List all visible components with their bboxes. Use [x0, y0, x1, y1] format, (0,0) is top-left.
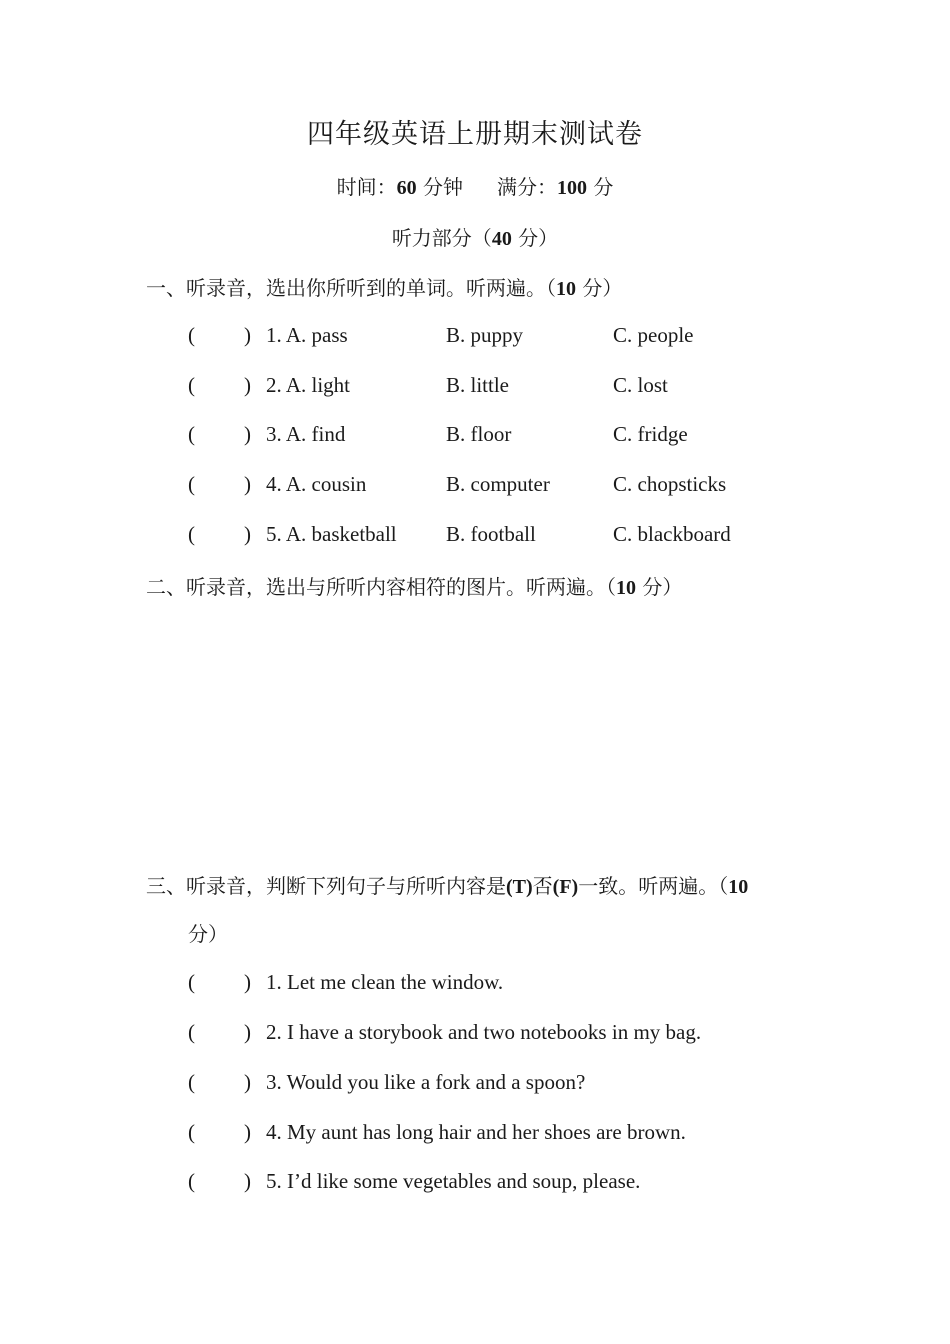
- option-c: C. fridge: [613, 422, 688, 446]
- section3-item: [0, 1020, 950, 1048]
- answer-paren-close: ): [244, 522, 251, 546]
- option-a: 1. A. pass: [266, 323, 348, 347]
- score-label: 满分：: [497, 175, 557, 199]
- section3-false-mark: (F): [552, 876, 579, 898]
- section1-heading: [146, 272, 622, 301]
- section2-heading-text: 二、听录音，选出与所听内容相符的图片。听两遍。（: [146, 575, 616, 599]
- picture-area-blank: [146, 612, 806, 852]
- sentence: 1. Let me clean the window.: [266, 970, 504, 994]
- answer-paren-close: ): [244, 1020, 251, 1044]
- time-label: 时间：: [336, 175, 397, 199]
- section3-true-mark: (T): [506, 876, 533, 898]
- option-b: B. little: [446, 373, 509, 397]
- answer-paren-open: (: [188, 472, 195, 496]
- score-unit: 分: [593, 175, 614, 199]
- part-label: 听力部分（: [391, 226, 492, 250]
- answer-paren-close: ): [244, 323, 251, 347]
- option-a: 4. A. cousin: [266, 472, 367, 496]
- part-points: 40: [491, 228, 512, 250]
- section1-suffix: 分）: [582, 276, 623, 300]
- section3-heading-a: 三、听录音，判断下列句子与所听内容是: [146, 874, 506, 898]
- option-a: 2. A. light: [266, 373, 351, 397]
- sentence: 5. I’d like some vegetables and soup, please.: [266, 1169, 641, 1193]
- sentence: 4. My aunt has long hair and her shoes are brown.: [266, 1120, 686, 1144]
- section1-points: 10: [556, 278, 576, 300]
- part-suffix: 分）: [518, 226, 559, 250]
- option-b: B. floor: [446, 422, 512, 446]
- exam-meta: [0, 171, 950, 200]
- section1-item: [0, 472, 950, 500]
- option-c: C. blackboard: [613, 522, 731, 546]
- sentence: 2. I have a storybook and two notebooks in my bag.: [266, 1020, 702, 1044]
- answer-paren-open: (: [188, 1020, 195, 1044]
- section1-item: [0, 422, 950, 450]
- section1-item: [0, 373, 950, 401]
- answer-paren-open: (: [188, 970, 195, 994]
- section3-item: [0, 1169, 950, 1197]
- page-title: 四年级英语上册期末测试卷: [307, 119, 643, 150]
- option-c: C. chopsticks: [613, 472, 727, 496]
- answer-paren-open: (: [188, 1120, 195, 1144]
- section3-item: [0, 970, 950, 998]
- answer-paren-close: ): [244, 1070, 251, 1094]
- time-value: 60: [396, 177, 417, 199]
- answer-paren-close: ): [244, 1120, 251, 1144]
- section3-heading-b: 一致。听两遍。（: [578, 874, 729, 898]
- answer-paren-open: (: [188, 373, 195, 397]
- answer-paren-open: (: [188, 1169, 195, 1193]
- answer-paren-close: ): [244, 1169, 251, 1193]
- answer-paren-close: ): [244, 472, 251, 496]
- answer-paren-open: (: [188, 1070, 195, 1094]
- section3-item: [0, 1120, 950, 1148]
- section1-item: [0, 522, 950, 550]
- section3-heading-continuation: 分）: [188, 922, 228, 946]
- option-b: B. football: [446, 522, 536, 546]
- time-unit: 分钟: [423, 175, 463, 199]
- part-heading: [0, 222, 950, 251]
- answer-paren-open: (: [188, 323, 195, 347]
- section3-points: 10: [728, 876, 749, 898]
- answer-paren-close: ): [244, 373, 251, 397]
- option-a: 3. A. find: [266, 422, 346, 446]
- section3-heading: [146, 870, 748, 899]
- option-b: B. puppy: [446, 323, 524, 347]
- answer-paren-close: ): [244, 970, 251, 994]
- option-b: B. computer: [446, 472, 550, 496]
- sentence: 3. Would you like a fork and a spoon?: [266, 1070, 586, 1094]
- section2-points: 10: [616, 577, 636, 599]
- score-value: 100: [557, 177, 587, 199]
- section2-suffix: 分）: [642, 575, 683, 599]
- option-c: C. lost: [613, 373, 668, 397]
- answer-paren-close: ): [244, 422, 251, 446]
- answer-paren-open: (: [188, 522, 195, 546]
- section3-mid: 否: [532, 874, 553, 898]
- section2-heading: [146, 571, 682, 600]
- section1-heading-text: 一、听录音，选出你所听到的单词。听两遍。（: [146, 276, 556, 300]
- section1-item: [0, 323, 950, 351]
- option-a: 5. A. basketball: [266, 522, 397, 546]
- option-c: C. people: [613, 323, 694, 347]
- answer-paren-open: (: [188, 422, 195, 446]
- section3-item: [0, 1070, 950, 1098]
